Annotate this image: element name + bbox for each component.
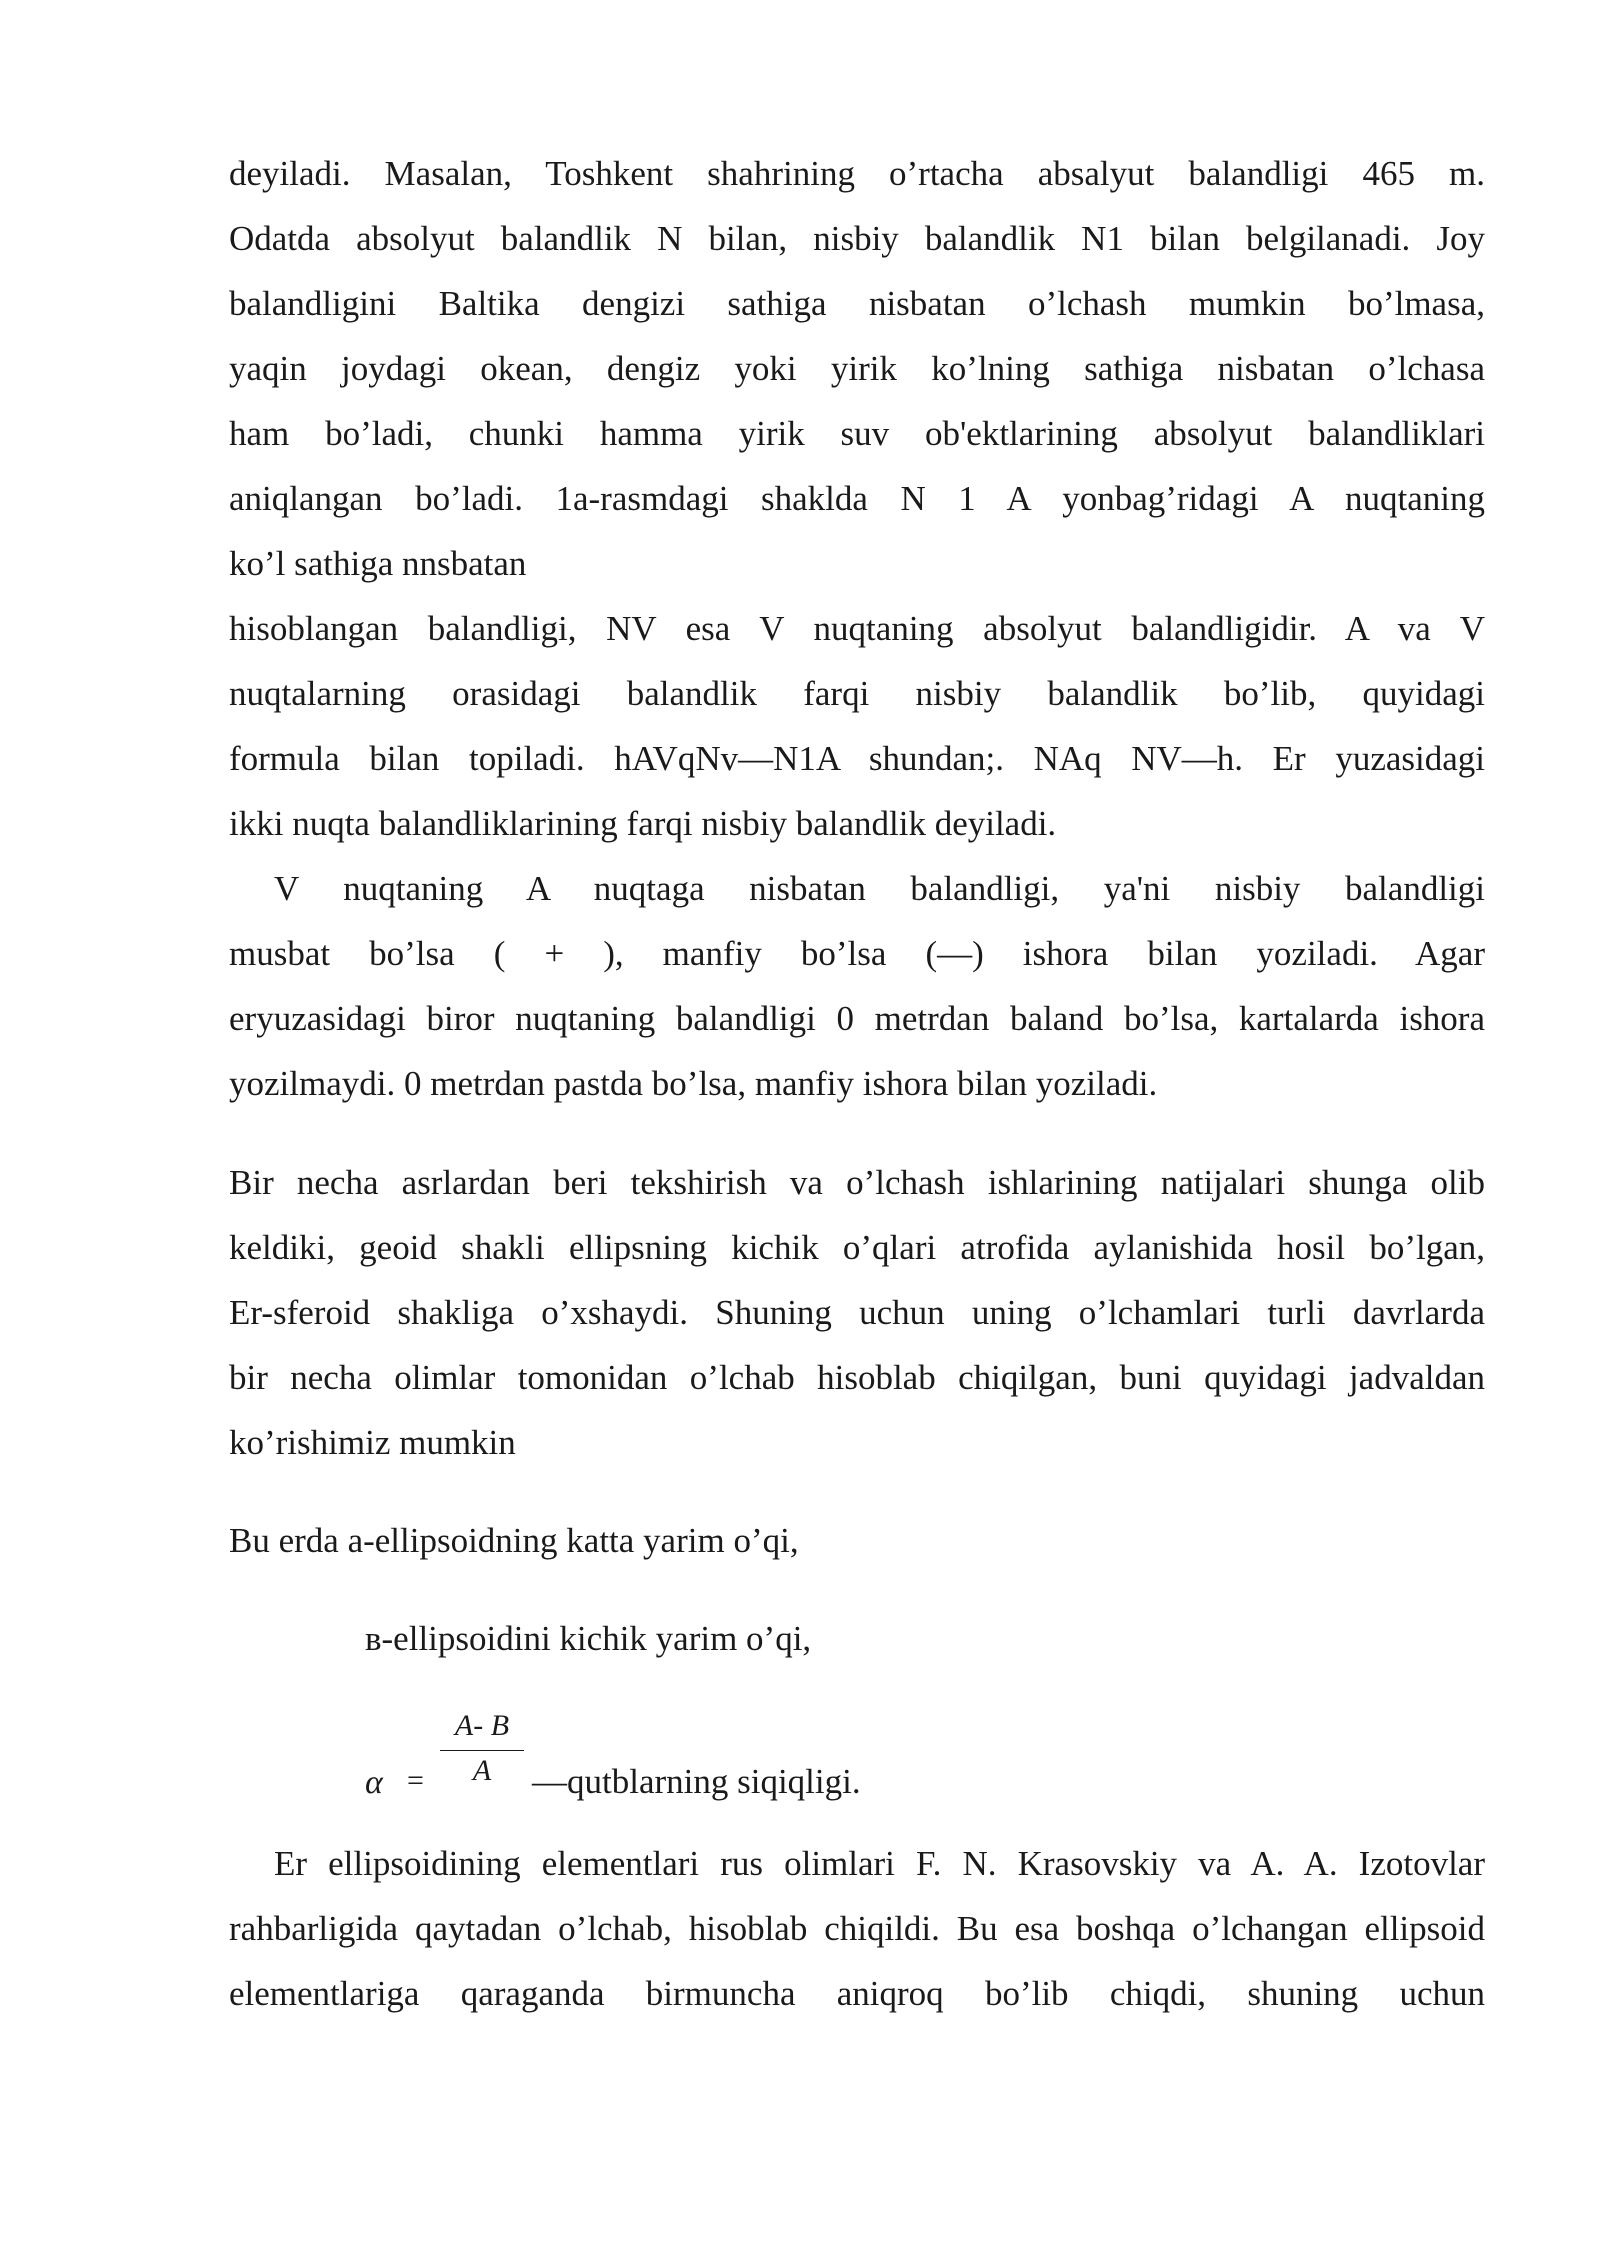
alpha-symbol: α <box>365 1764 383 1801</box>
paragraph-3-line: Er-sferoid shakliga o’xshaydi. Shuning uchun uning o’lchamlari turli davrlarda <box>229 1293 1485 1332</box>
paragraph-1-line: aniqlangan bo’ladi. 1a-rasmdagi shaklda N 1 A yonbag’ridagi A nuqtaning <box>229 479 1485 518</box>
paragraph-2-line: eryuzasidagi biror nuqtaning balandligi 0 metrdan baland bo’lsa, kartalarda ishora <box>229 999 1485 1038</box>
paragraph-6-line: rahbarligida qaytadan o’lchab, hisoblab chiqildi. Bu esa boshqa o’lchangan ellipsoid <box>229 1909 1485 1948</box>
paragraph-1-line: nuqtalarning orasidagi balandlik farqi nisbiy balandlik bo’lib, quyidagi <box>229 674 1485 713</box>
paragraph-1-line: yaqin joydagi okean, dengiz yoki yirik ko’lning sathiga nisbatan o’lchasa <box>229 349 1485 388</box>
paragraph-3-line: keldiki, geoid shakli ellipsning kichik o’qlari atrofida aylanishida hosil bo’lgan, <box>229 1228 1485 1267</box>
paragraph-3-line: Bir necha asrlardan beri tekshirish va o’lchash ishlarining natijalari shunga olib <box>229 1163 1485 1202</box>
paragraph-1-line: balandligini Baltika dengizi sathiga nisbatan o’lchash mumkin bo’lmasa, <box>229 284 1485 323</box>
paragraph-3-line: bir necha olimlar tomonidan o’lchab hisoblab chiqilgan, buni quyidagi jadvaldan <box>229 1358 1485 1397</box>
formula-description: —qutblarning siqiqligi. <box>532 1762 861 1801</box>
paragraph-1-line: ikki nuqta balandliklarining farqi nisbiy balandlik deyiladi. <box>229 804 1057 843</box>
paragraph-2-line: musbat bo’lsa ( + ), manfiy bo’lsa (—) ishora bilan yoziladi. Agar <box>229 934 1485 973</box>
paragraph-6-line: Er ellipsoidining elementlari rus olimlari F. N. Krasovskiy va A. A. Izotovlar <box>274 1844 1485 1883</box>
definition-b-line: в-ellipsoidini kichik yarim o’qi, <box>365 1619 812 1658</box>
paragraph-1-line: formula bilan topiladi. hAVqNv—N1A shundan;. NAq NV—h. Er yuzasidagi <box>229 739 1485 778</box>
fraction-numerator: A- B <box>454 1709 510 1742</box>
compression-formula <box>365 1706 965 1801</box>
equals-sign: = <box>407 1764 424 1797</box>
fraction-bar <box>440 1750 524 1751</box>
paragraph-2-line: V nuqtaning A nuqtaga nisbatan balandligi, ya'ni nisbiy balandligi <box>274 869 1485 908</box>
definition-a-line: Bu erda a-ellipsoidning katta yarim o’qi, <box>229 1521 799 1560</box>
paragraph-1-line: deyiladi. Masalan, Toshkent shahrining o’rtacha absalyut balandligi 465 m. <box>229 154 1485 193</box>
fraction <box>440 1706 524 1789</box>
paragraph-1-line: ham bo’ladi, chunki hamma yirik suv ob'ektlarining absolyut balandliklari <box>229 414 1485 453</box>
paragraph-3-line: ko’rishimiz mumkin <box>229 1423 516 1462</box>
paragraph-2-line: yozilmaydi. 0 metrdan pastda bo’lsa, manfiy ishora bilan yoziladi. <box>229 1064 1158 1103</box>
paragraph-1-line: ko’l sathiga nnsbatan <box>229 544 527 583</box>
paragraph-1-line: Odatda absolyut balandlik N bilan, nisbiy balandlik N1 bilan belgilanadi. Joy <box>229 219 1485 258</box>
paragraph-6-line: elementlariga qaraganda birmuncha aniqroq bo’lib chiqdi, shuning uchun <box>229 1974 1485 2013</box>
fraction-denominator: A <box>472 1754 492 1787</box>
paragraph-1-line: hisoblangan balandligi, NV esa V nuqtaning absolyut balandligidir. A va V <box>229 609 1485 648</box>
